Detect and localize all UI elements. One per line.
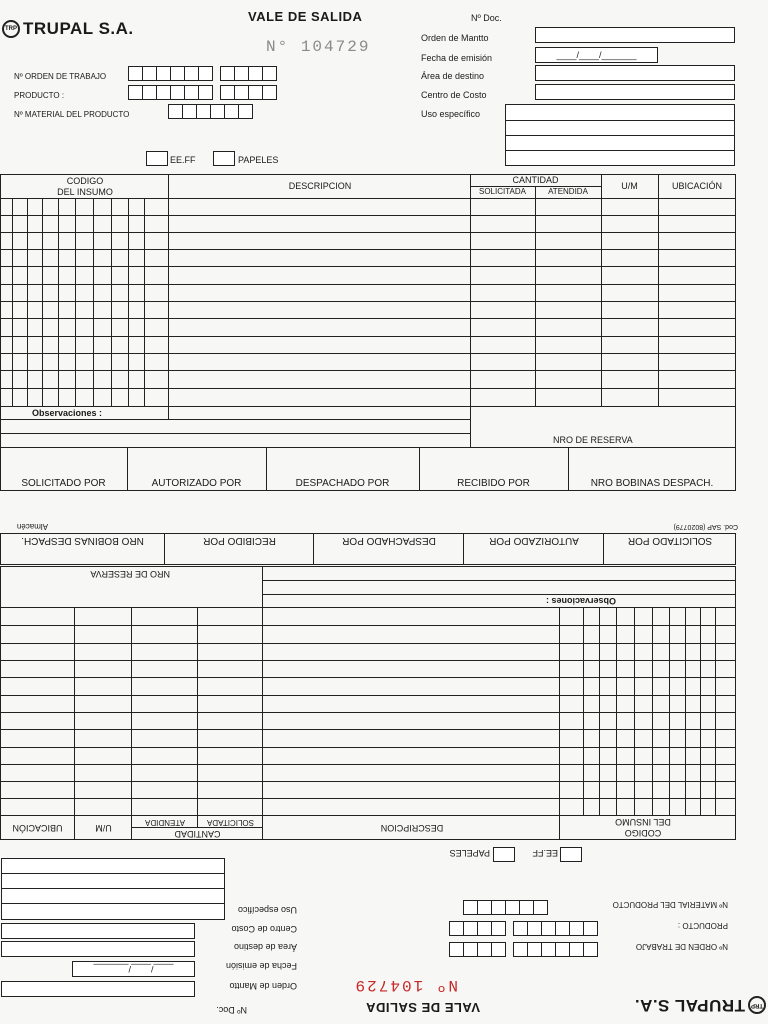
company-seal-icon: TRP [2,20,20,38]
copy-form-number [354,976,458,994]
uso-especifico-input[interactable] [505,104,735,166]
copy-despachado-por-label: DESPACHADO POR [342,535,436,546]
orden-trabajo-label: Nº ORDEN DE TRABAJO [14,72,107,81]
copy-form-number-prefix: Nº [434,976,458,994]
copy-company-logo [634,995,766,1015]
fecha-emision-label: Fecha de emisión [421,53,493,63]
copy-ubicacion-header: UBICACIÓN [12,823,63,833]
copy-producto-cells-2[interactable] [450,921,506,936]
papeles-checkbox[interactable] [213,151,235,166]
copy-nro-reserva-label: NRO DE RESERVA [90,569,170,579]
company-logo [2,19,134,39]
copy-papeles-label: PAPELES [449,848,490,858]
copy-producto-label: PRODUCTO : [677,921,728,930]
copy-orden-trabajo-cells-2[interactable] [450,942,506,957]
copy-company-seal-icon: TRP [748,996,766,1014]
copy-atendida-header: ATENDIDA [145,818,185,827]
copy-company-name: TRUPAL S.A. [634,996,745,1015]
eeff-label: EE.FF [170,155,196,165]
copy-orden-mantto-input[interactable] [1,981,195,997]
copy-descripcion-header: DESCRIPCION [380,823,444,833]
copy-papeles-checkbox[interactable] [493,847,515,862]
fecha-emision-input[interactable]: ____/____/_______ [535,47,658,63]
copy-form-number-value: 104729 [353,976,424,994]
nro-reserva-label: NRO DE RESERVA [553,435,633,445]
area-destino-label: Área de destino [421,71,485,81]
copy-centro-costo-input[interactable] [1,923,195,939]
copy-area-destino-input[interactable] [1,941,195,957]
codigo-header: CODIGO [66,176,104,186]
copy-orden-trabajo-label: Nº ORDEN DE TRABAJO [635,942,728,951]
copy-nro-bobinas-label: NRO BOBINAS DESPACH. [21,535,144,546]
material-cells[interactable] [168,104,252,119]
form-number-value: 104729 [300,38,371,56]
orden-mantto-label: Orden de Mantto [421,33,489,43]
recibido-por-label: RECIBIDO POR [457,478,530,489]
area-destino-input[interactable] [535,65,735,81]
copy-solicitado-por-label: SOLICITADO POR [627,535,713,546]
copy-uso-especifico-input[interactable] [1,858,225,920]
copy-recibido-por-label: RECIBIDO POR [203,535,276,546]
copy-material-label: Nº MATERIAL DEL PRODUCTO [612,900,728,909]
copy-eeff-checkbox[interactable] [560,847,582,862]
producto-label: PRODUCTO : [14,91,65,100]
um-header: U/M [621,181,638,191]
doc-label: Nº Doc. [471,13,502,23]
atendida-header: ATENDIDA [548,187,588,196]
autorizado-por-label: AUTORIZADO POR [151,478,242,489]
centro-costo-label: Centro de Costo [421,90,487,100]
copy-orden-mantto-label: Orden de Mantto [229,981,297,991]
solicitada-header: SOLICITADA [479,187,526,196]
orden-mantto-input[interactable] [535,27,735,43]
form-number-prefix: N° [266,38,290,56]
observaciones-input[interactable] [169,406,470,419]
producto-cells-2[interactable] [220,85,276,100]
copy-uso-especifico-label: Uso específico [237,905,297,915]
centro-costo-input[interactable] [535,84,735,100]
producto-cells[interactable] [128,85,212,100]
copy-doc-label: Nº Doc. [216,1005,247,1015]
copy-centro-costo-label: Centro de Costo [231,924,297,934]
cantidad-header: CANTIDAD [512,175,559,185]
copy-autorizado-por-label: AUTORIZADO POR [489,535,579,546]
uso-especifico-label: Uso específico [421,109,481,119]
copy-solicitada-header: SOLICITADA [207,818,254,827]
copy-fecha-emision-label: Fecha de emisión [225,961,297,971]
copy-codigo-header: CODIGO [624,828,662,838]
form-copy-inverted [0,510,768,1024]
copy-fecha-input[interactable]: ____/____/_______ [72,961,195,977]
copy-producto-cells[interactable] [514,921,598,936]
copy-cantidad-header: CANTIDAD [174,829,221,839]
copy-orden-trabajo-cells[interactable] [514,942,598,957]
codigo-header-2: DEL INSUMO [57,187,113,197]
orden-trabajo-cells[interactable] [128,66,212,81]
company-name: TRUPAL S.A. [23,19,134,38]
papeles-label: PAPELES [238,155,279,165]
solicitado-por-label: SOLICITADO POR [21,478,106,489]
material-label: Nº MATERIAL DEL PRODUCTO [14,110,130,119]
copy-almacen-label: Almacén [16,522,48,531]
observaciones-label: Observaciones : [32,408,103,418]
ubicacion-header: UBICACIÓN [671,181,722,191]
copy-um-header: U/M [95,823,112,833]
eeff-checkbox[interactable] [146,151,168,166]
despachado-por-label: DESPACHADO POR [295,478,390,489]
copy-cod-sap-label: Cod. SAP (8020779) [673,523,738,530]
copy-eeff-label: EE.FF [532,848,558,858]
form-title: VALE DE SALIDA [248,9,363,24]
copy-codigo-header-2: DEL INSUMO [615,817,671,827]
copy-form-title: VALE DE SALIDA [365,1000,480,1015]
orden-trabajo-cells-2[interactable] [220,66,276,81]
nro-bobinas-label: NRO BOBINAS DESPACH. [590,478,714,489]
copy-material-cells[interactable] [464,900,548,915]
copy-observaciones-label: Observaciones : [545,596,616,606]
form-number [266,38,370,56]
descripcion-header: DESCRIPCION [288,181,352,191]
copy-area-destino-label: Área de destino [233,942,297,952]
